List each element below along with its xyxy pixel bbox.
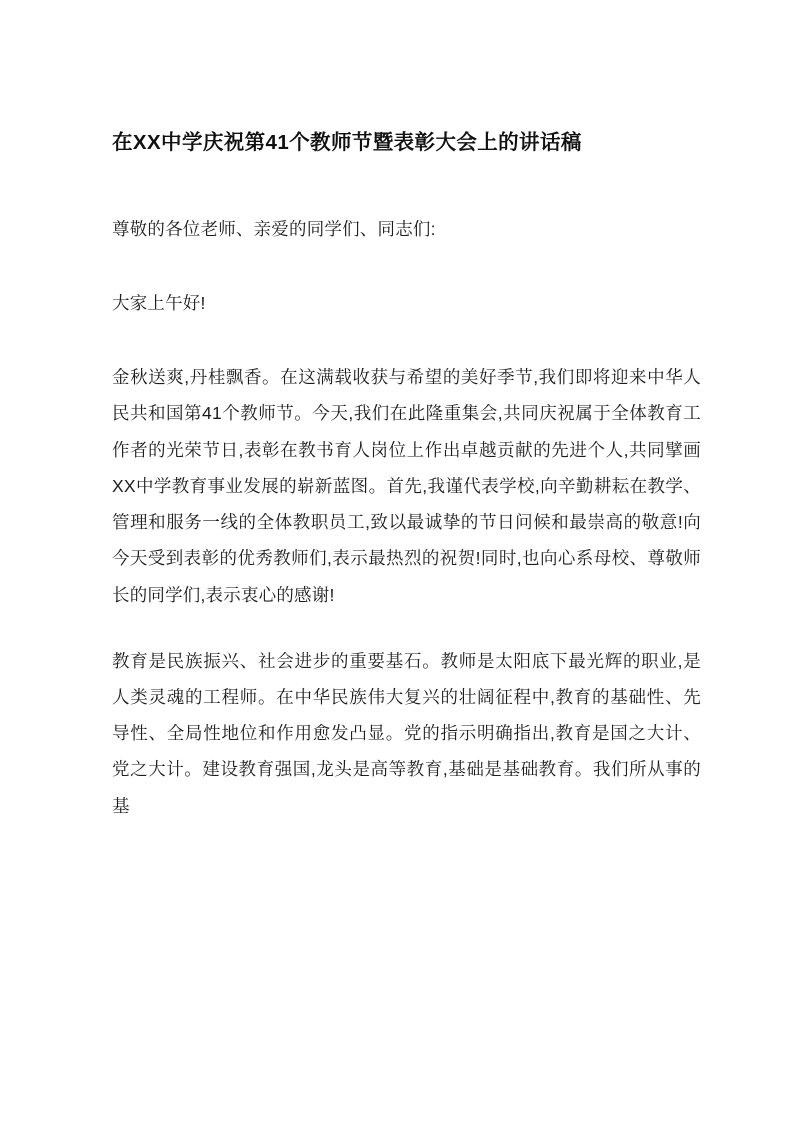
paragraph-body-2: 教育是民族振兴、社会进步的重要基石。教师是太阳底下最光辉的职业,是人类灵魂的工程师。在中华民族伟大复兴的壮阔征程中,教育的基础性、先导性、全局性地位和作用愈发凸显。党的指示明确指出,教育是国之大计、党之大计。建设教育强国,龙头是高等教育,基础是基础教育。我们所从事的基 [112, 650, 701, 816]
paragraph-body-1: 金秋送爽,丹桂飘香。在这满载收获与希望的美好季节,我们即将迎来中华人民共和国第41个教师节。今天,我们在此隆重集会,共同庆祝属于全体教育工作者的光荣节日,表彰在教书育人岗位上作出卓越贡献的先进个人,共同擘画XX中学教育事业发展的崭新蓝图。首先,我谨代表学校,向辛勤耕耘在教学、管理和服务一线的全体教职员工,致以最诚挚的节日问候和最崇高的敬意!向今天受到表彰的优秀教师们,表示最热烈的祝贺!同时,也向心系母校、尊敬师长的同学们,表示衷心的感谢! [112, 367, 701, 605]
paragraph-salutation: 尊敬的各位老师、亲爱的同学们、同志们: [112, 218, 436, 239]
page-title: 在XX中学庆祝第41个教师节暨表彰大会上的讲话稿 [112, 131, 582, 154]
paragraph-greeting: 大家上午好! [112, 292, 206, 313]
